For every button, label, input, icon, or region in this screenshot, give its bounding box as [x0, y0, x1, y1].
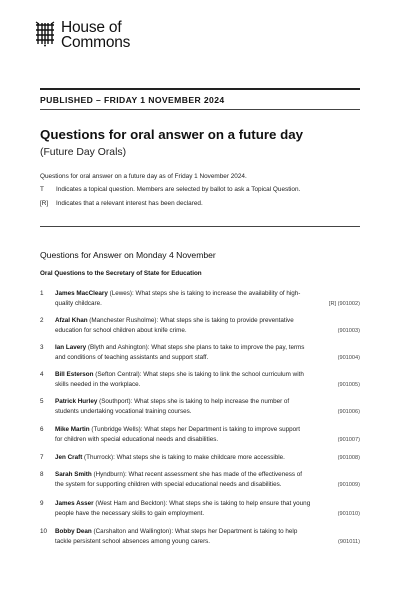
question-body: [55, 453, 360, 463]
question-text: What steps her Department is taking to help: [174, 528, 298, 535]
member-name: Afzal Khan: [55, 317, 88, 324]
question-reference: (901009): [337, 482, 360, 488]
member-name: Mike Martin: [55, 426, 90, 433]
question-text: What steps her Department is taking to improve support: [144, 426, 300, 433]
key-description: Indicates a topical question. Members are selected by ballot to ask a Topical Question.: [56, 186, 301, 193]
question-body: [55, 370, 360, 390]
question-body: [55, 343, 360, 363]
question-number: 8: [40, 471, 44, 478]
day-heading: Questions for Answer on Monday 4 November: [40, 250, 216, 260]
question-text-cont: the system for supporting children with special educational needs and disabilities.: [55, 481, 282, 488]
member-name: James MacCleary: [55, 290, 108, 297]
question-body: [55, 425, 360, 445]
question-text-cont: students undertaking vocational training courses.: [55, 408, 192, 415]
constituency: (Carshalton and Wallington):: [91, 528, 175, 535]
question-body: [55, 499, 360, 519]
question-text-cont: for children with special educational needs and disabilities.: [55, 436, 219, 443]
question-text: What steps she plans to take to improve the pay, terms: [151, 344, 305, 351]
published-date: PUBLISHED – FRIDAY 1 NOVEMBER 2024: [40, 95, 225, 105]
key-symbol: [R]: [40, 200, 49, 207]
question-body: [55, 397, 360, 417]
constituency: (Blyth and Ashington):: [86, 344, 152, 351]
member-name: Bobby Dean: [55, 528, 92, 535]
question-body: [55, 289, 360, 309]
question-reference: (901005): [337, 382, 360, 388]
question-text: What steps she is taking to link the school curriculum with: [143, 371, 304, 378]
logo-wordmark: [61, 20, 130, 50]
question-number: 4: [40, 371, 44, 378]
question-number: 9: [40, 500, 44, 507]
question-text-cont: quality childcare.: [55, 300, 102, 307]
question-number: 2: [40, 317, 44, 324]
section-rule: [40, 226, 360, 227]
question-text-cont: tackle persistent school absences among young carers.: [55, 538, 211, 545]
constituency: (Thurrock):: [82, 454, 117, 461]
question-number: 1: [40, 290, 44, 297]
question-number: 7: [40, 454, 44, 461]
page-title: Questions for oral answer on a future day: [40, 127, 304, 142]
question-reference: (901006): [337, 409, 360, 415]
constituency: (Manchester Rusholme):: [87, 317, 160, 324]
question-text-cont: skills needed in the workplace.: [55, 381, 141, 388]
question-reference: (901007): [337, 437, 360, 443]
question-reference: (901010): [337, 511, 360, 517]
question-body: [55, 470, 360, 490]
question-reference: (901003): [337, 328, 360, 334]
question-reference: (901008): [337, 455, 360, 461]
logo-line-2: Commons: [61, 34, 131, 51]
question-text: What steps she is taking to help increase the number of: [134, 398, 290, 405]
top-rule: [40, 88, 360, 90]
logo-line-1: House of: [61, 19, 122, 36]
member-name: James Asser: [55, 500, 94, 507]
member-name: Bill Esterson: [55, 371, 94, 378]
question-reference: [R] (901002): [328, 301, 360, 307]
constituency: (Tunbridge Wells):: [89, 426, 145, 433]
question-text: What steps she is taking to provide preventative: [160, 317, 294, 324]
intro-text: Questions for oral answer on a future day as of Friday 1 November 2024.: [40, 173, 247, 180]
question-text: What steps she is taking to help ensure that young: [169, 500, 311, 507]
constituency: (Sefton Central):: [93, 371, 144, 378]
question-body: [55, 527, 360, 547]
question-text: What steps she is taking to make childcare more accessible.: [116, 454, 285, 461]
question-body: [55, 316, 360, 336]
member-name: Ian Lavery: [55, 344, 87, 351]
question-number: 3: [40, 344, 44, 351]
key-description: Indicates that a relevant interest has been declared.: [56, 200, 203, 207]
member-name: Jen Craft: [55, 454, 83, 461]
page-subtitle: (Future Day Orals): [40, 147, 127, 158]
question-text: What steps she is taking to increase the availability of high-: [135, 290, 301, 297]
question-text-cont: people have the necessary skills to gain employment.: [55, 510, 205, 517]
member-name: Sarah Smith: [55, 471, 92, 478]
constituency: (West Ham and Beckton):: [93, 500, 170, 507]
member-name: Patrick Hurley: [55, 398, 98, 405]
question-text: What recent assessment she has made of the effectiveness of: [128, 471, 302, 478]
published-rule: [40, 109, 360, 110]
question-number: 10: [40, 528, 48, 535]
portcullis-icon: [34, 21, 56, 47]
department-heading: Oral Questions to the Secretary of State for Education: [40, 270, 202, 277]
question-number: 6: [40, 426, 44, 433]
key-symbol: T: [40, 186, 44, 193]
question-text-cont: and conditions of teaching assistants and support staff.: [55, 354, 209, 361]
question-text-cont: education for school children about knife crime.: [55, 327, 187, 334]
constituency: (Hyndburn):: [91, 471, 129, 478]
constituency: (Lewes):: [107, 290, 136, 297]
house-of-commons-logo: [34, 20, 130, 50]
question-reference: (901011): [338, 539, 360, 545]
constituency: (Southport):: [97, 398, 135, 405]
question-reference: (901004): [337, 355, 360, 361]
question-number: 5: [40, 398, 44, 405]
